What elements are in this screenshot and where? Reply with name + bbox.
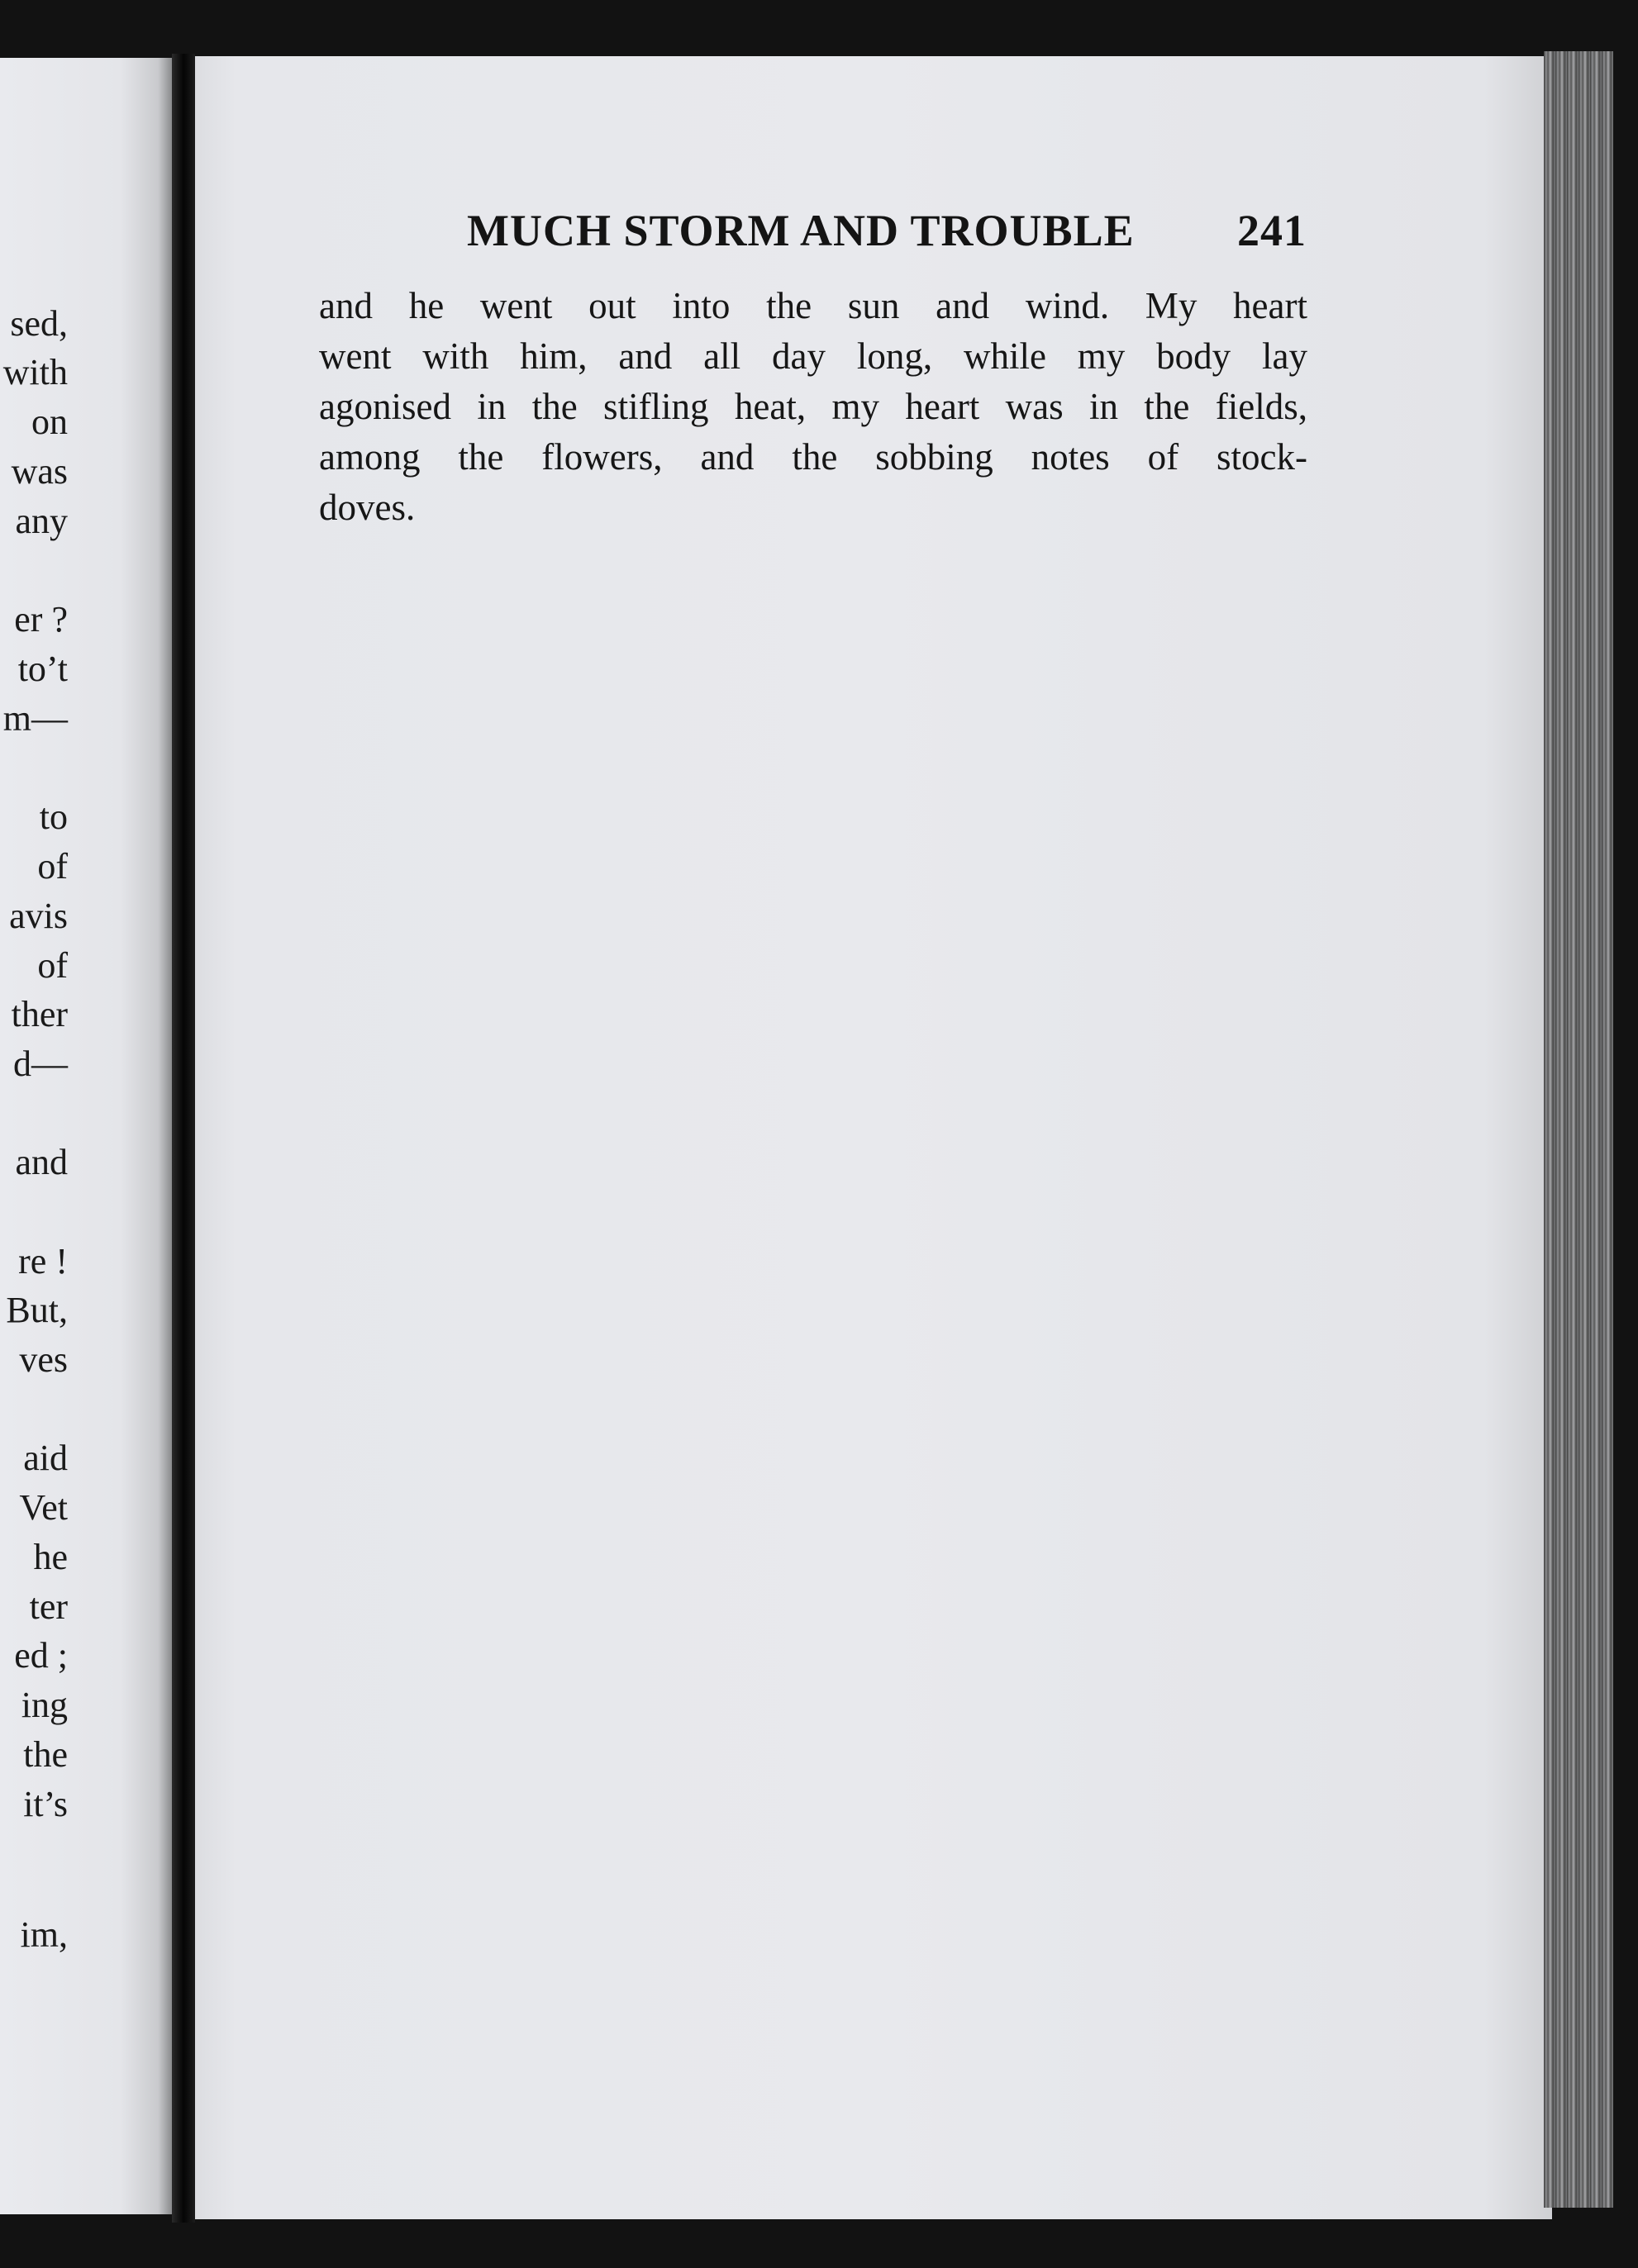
book-gutter <box>172 54 195 2223</box>
facing-page-line: d— <box>13 1044 68 1084</box>
facing-page-line: of <box>37 846 68 887</box>
body-paragraph <box>319 281 1307 533</box>
body-line: and he went out into the sun and wind. My heart <box>319 285 1307 326</box>
facing-page-line: ed ; <box>14 1635 68 1676</box>
facing-page-line: sed, <box>10 303 68 344</box>
facing-page-line: was <box>11 451 68 492</box>
running-head-title: MUCH STORM AND TROUBLE <box>467 206 1135 255</box>
facing-page-line: ter <box>29 1586 68 1627</box>
facing-page-line: But, <box>6 1290 68 1330</box>
facing-page-line: on <box>31 402 68 442</box>
facing-page-line: to <box>39 796 68 837</box>
facing-page-line: any <box>15 501 68 541</box>
facing-page-line: aid <box>23 1438 68 1478</box>
facing-page-line: re ! <box>18 1241 68 1281</box>
facing-page-line: of <box>37 945 68 986</box>
page-number: 241 <box>1237 206 1307 255</box>
body-line: among the flowers, and the sobbing notes of stock- <box>319 436 1307 478</box>
body-line: went with him, and all day long, while my body lay <box>319 335 1307 377</box>
facing-page-line: it’s <box>23 1784 68 1824</box>
facing-page-line: avis <box>9 896 68 936</box>
facing-page-line: to’t <box>17 649 68 689</box>
facing-page-line: and <box>15 1142 68 1182</box>
facing-page-line: ves <box>19 1339 68 1380</box>
facing-page-line: he <box>33 1537 68 1577</box>
facing-page-line: im, <box>20 1914 68 1955</box>
facing-page-line: the <box>23 1734 68 1775</box>
facing-page-line: m— <box>2 698 68 739</box>
page-edges <box>1544 51 1613 2208</box>
body-line: doves. <box>319 487 416 528</box>
facing-page-line: ther <box>11 994 68 1034</box>
facing-page <box>0 58 172 2214</box>
facing-page-line: with <box>2 352 68 392</box>
facing-page-line: er ? <box>14 599 68 640</box>
facing-page-line: Vet <box>19 1487 68 1528</box>
body-line: agonised in the stifling heat, my heart was in the fields, <box>319 386 1307 427</box>
facing-page-line: ing <box>21 1685 68 1725</box>
